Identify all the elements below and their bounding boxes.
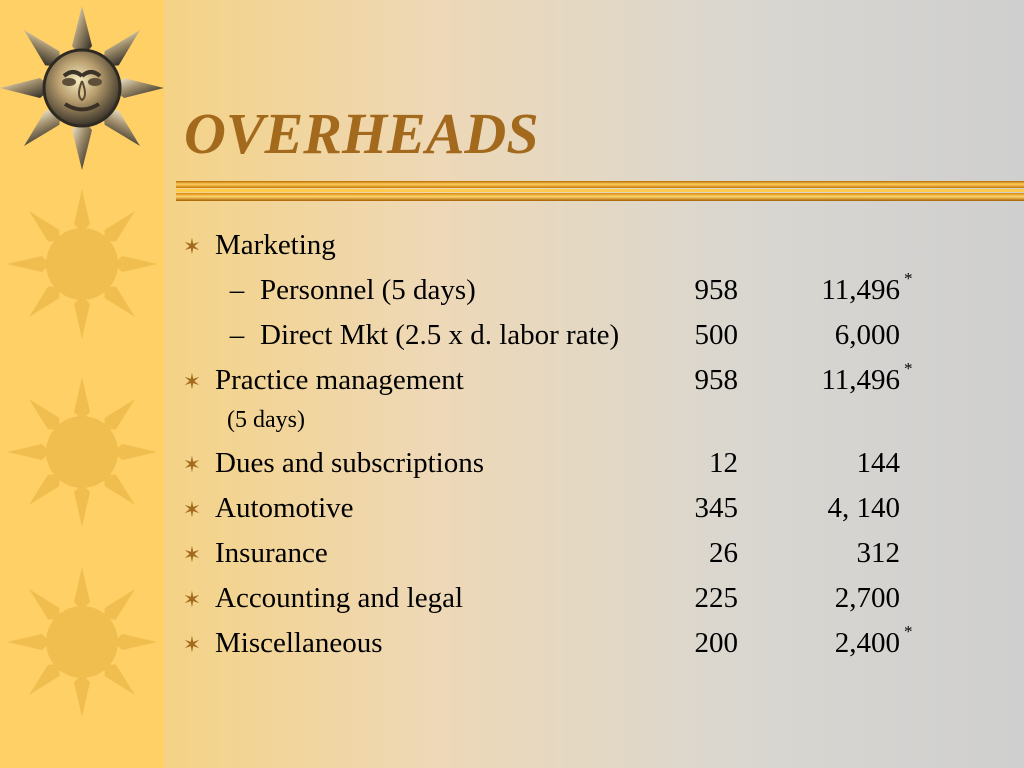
footnote-asterisk: *	[904, 359, 913, 378]
annual-value: 312	[856, 537, 900, 569]
footnote-asterisk: *	[904, 622, 913, 641]
item-label: Marketing	[215, 229, 336, 261]
item-label: Insurance	[215, 537, 328, 569]
star-bullet-icon: ✶	[182, 498, 202, 523]
sun-icon	[0, 556, 164, 726]
annual-value: 6,000	[834, 319, 900, 351]
star-bullet-icon: ✶	[182, 543, 202, 568]
monthly-value: 225	[694, 582, 738, 614]
sun-face-icon	[0, 0, 164, 170]
divider-line-middle	[176, 189, 1024, 192]
monthly-value: 26	[709, 537, 738, 569]
item-label: Miscellaneous	[215, 627, 383, 659]
footnote-asterisk: *	[904, 269, 913, 288]
decorative-sun-border	[0, 0, 164, 768]
annual-value: 4, 140	[827, 492, 900, 524]
divider-line-bottom	[176, 193, 1024, 201]
star-bullet-icon: ✶	[182, 235, 202, 260]
annual-value: 11,496	[821, 364, 900, 396]
monthly-value: 958	[694, 274, 738, 306]
star-bullet-icon: ✶	[182, 588, 202, 613]
item-label: Accounting and legal	[215, 582, 464, 614]
item-label: Automotive	[215, 492, 354, 524]
monthly-value: 345	[694, 492, 738, 524]
monthly-value: 500	[694, 319, 738, 351]
sun-icon	[0, 366, 164, 536]
monthly-value: 200	[694, 627, 738, 659]
annual-value: 144	[856, 447, 900, 479]
dash-marker: –	[229, 319, 245, 351]
gold-divider	[176, 178, 1024, 206]
monthly-value: 12	[709, 447, 738, 479]
annual-value: 11,496	[821, 274, 900, 306]
star-bullet-icon: ✶	[182, 370, 202, 395]
slide-title: OVERHEADS	[184, 100, 539, 166]
item-label: Direct Mkt (2.5 x d. labor rate)	[260, 319, 620, 351]
item-label: Dues and subscriptions	[215, 447, 485, 479]
sun-icon	[0, 178, 164, 348]
item-label: Practice management	[215, 364, 464, 396]
dash-marker: –	[229, 274, 245, 306]
note-label: (5 days)	[227, 407, 305, 433]
monthly-value: 958	[694, 364, 738, 396]
annual-value: 2,700	[834, 582, 900, 614]
star-bullet-icon: ✶	[182, 453, 202, 478]
star-bullet-icon: ✶	[182, 633, 202, 658]
item-label: Personnel (5 days)	[260, 274, 476, 306]
divider-line-top	[176, 181, 1024, 188]
annual-value: 2,400	[834, 627, 900, 659]
